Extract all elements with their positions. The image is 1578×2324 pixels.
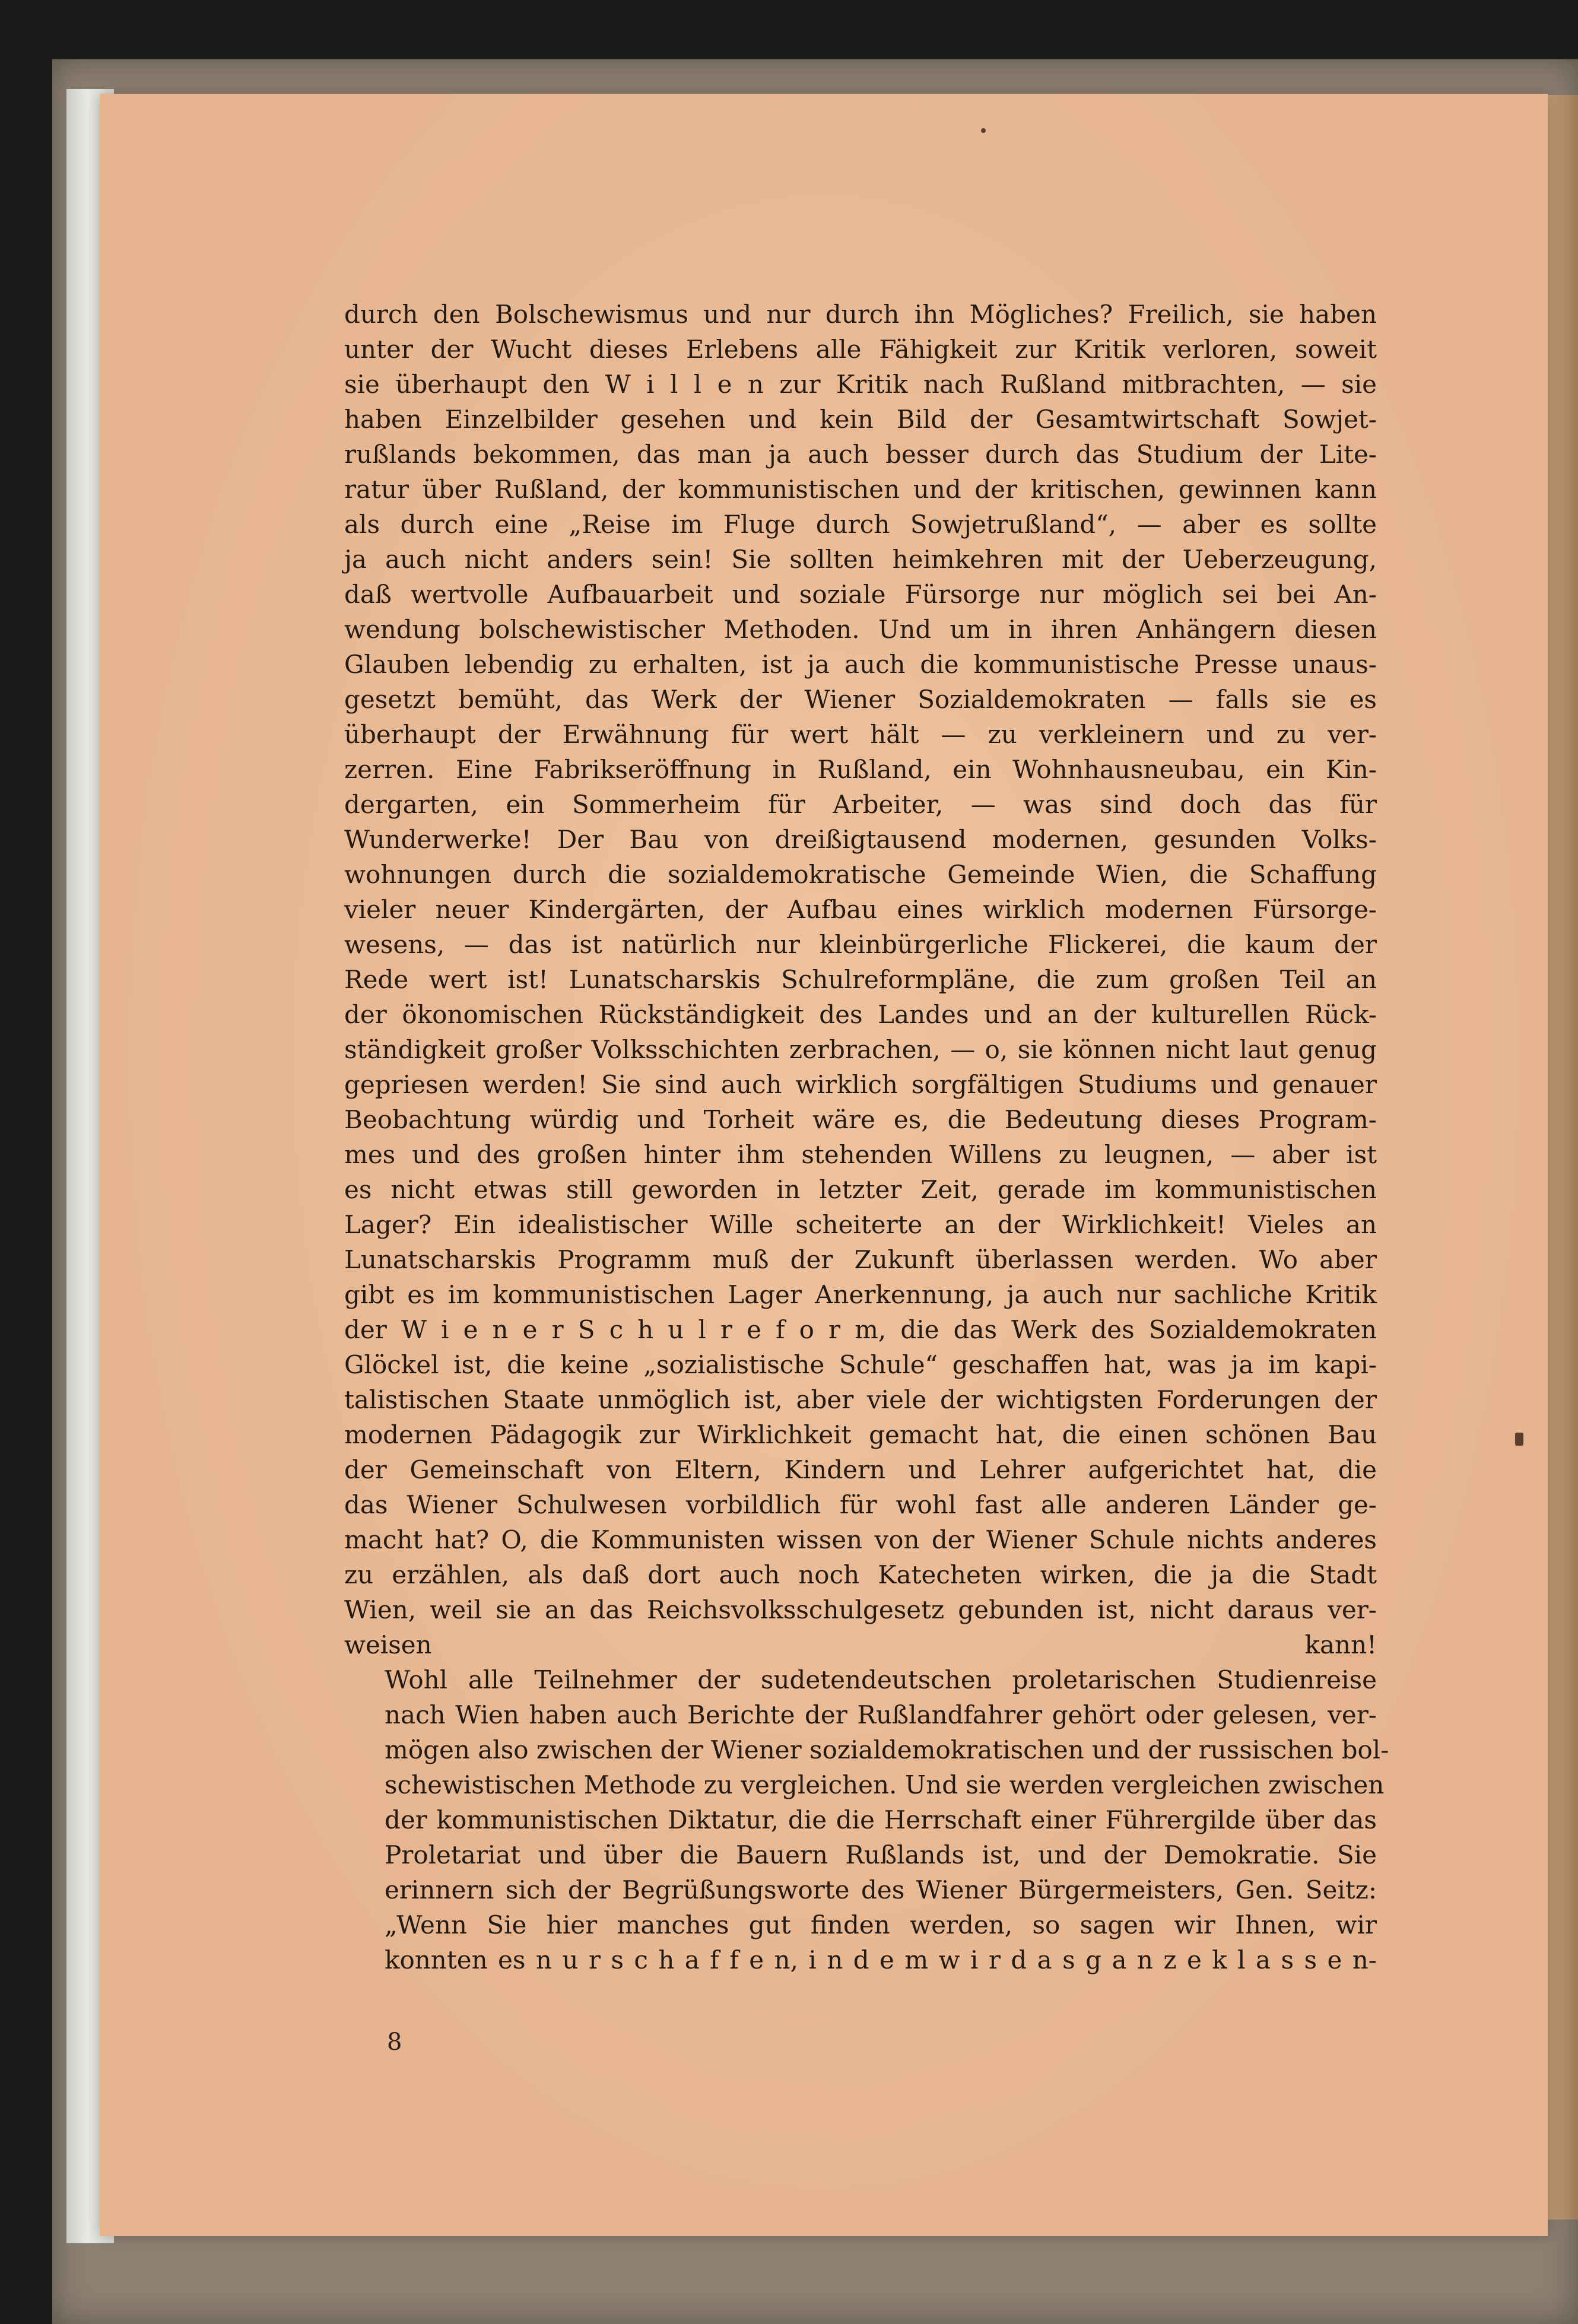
text-line: nach Wien haben auch Berichte der Rußlandfahrer gehört oder gelesen, ver- [385,1700,1377,1729]
text-line: vieler neuer Kindergärten, der Aufbau eines wirklich modernen Fürsorge- [344,895,1377,924]
text-line: talistischen Staate unmöglich ist, aber viele der wichtigsten Forderungen der [344,1385,1377,1414]
text-line: mes und des großen hinter ihm stehenden Willens zu leugnen, — aber ist [344,1140,1377,1169]
text-line: weisen kann! [344,1630,1377,1659]
text-line: ratur über Rußland, der kommunistischen und der kritischen, gewinnen kann [344,475,1377,504]
text-line: dergarten, ein Sommerheim für Arbeiter, — was sind doch das für [344,790,1377,819]
text-line: Glöckel ist, die keine „sozialistische Schule“ geschaffen hat, was ja im kapi- [344,1350,1377,1379]
paper-speck [1515,1433,1523,1446]
text-line: mögen also zwischen der Wiener sozialdemokratischen und der russischen bol- [385,1735,1389,1764]
text-line: Beobachtung würdig und Torheit wäre es, die Bedeutung dieses Program- [344,1105,1377,1134]
text-line: daß wertvolle Aufbauarbeit und soziale Fürsorge nur möglich sei bei An- [344,580,1377,609]
text-line: Lager? Ein idealistischer Wille scheiterte an der Wirklichkeit! Vieles an [344,1210,1377,1239]
text-line: Wohl alle Teilnehmer der sudetendeutschen proletarischen Studienreise [385,1665,1377,1694]
paragraph-3 [344,1907,1377,1977]
paragraph-2 [344,1662,1389,1907]
text-line: erinnern sich der Begrüßungsworte des Wiener Bürgermeisters, Gen. Seitz: [385,1875,1377,1904]
text-line: rußlands bekommen, das man ja auch besser durch das Studium der Lite- [344,440,1377,469]
text-line: zerren. Eine Fabrikseröffnung in Rußland, ein Wohnhausneubau, ein Kin- [344,755,1377,784]
text-line: es nicht etwas still geworden in letzter Zeit, gerade im kommunistischen [344,1175,1377,1204]
text-line: durch den Bolschewismus und nur durch ihn Mögliches? Freilich, sie haben [344,300,1377,329]
text-line: überhaupt der Erwähnung für wert hält — zu verkleinern und zu ver- [344,720,1377,749]
text-line: gesetzt bemüht, das Werk der Wiener Sozialdemokraten — falls sie es [344,685,1377,714]
text-line: Rede wert ist! Lunatscharskis Schulreformpläne, die zum großen Teil an [344,965,1377,994]
paragraph-1 [344,297,1377,1662]
text-line: wesens, — das ist natürlich nur kleinbürgerliche Flickerei, die kaum der [344,930,1377,959]
text-line: der ökonomischen Rückständigkeit des Landes und an der kulturellen Rück- [344,1000,1377,1029]
text-line: ständigkeit großer Volksschichten zerbrachen, — o, sie können nicht laut genug [344,1035,1377,1064]
body-text [344,297,1389,1977]
text-line: als durch eine „Reise im Fluge durch Sowjetrußland“, — aber es sollte [344,510,1377,539]
text-line: unter der Wucht dieses Erlebens alle Fähigkeit zur Kritik verloren, soweit [344,335,1377,364]
text-line: Lunatscharskis Programm muß der Zukunft überlassen werden. Wo aber [344,1245,1377,1274]
text-line: der W i e n e r S c h u l r e f o r m, die das Werk des Sozialdemokraten [344,1315,1377,1344]
text-line: Wunderwerke! Der Bau von dreißigtausend modernen, gesunden Volks- [344,825,1377,854]
text-line: „Wenn Sie hier manches gut finden werden, so sagen wir Ihnen, wir [385,1910,1377,1939]
text-line: das Wiener Schulwesen vorbildlich für wohl fast alle anderen Länder ge- [344,1490,1377,1519]
text-line: wohnungen durch die sozialdemokratische Gemeinde Wien, die Schaffung [344,860,1377,889]
paper-speck [981,128,986,133]
text-line: macht hat? O, die Kommunisten wissen von der Wiener Schule nichts anderes [344,1525,1377,1554]
text-line: ja auch nicht anders sein! Sie sollten heimkehren mit der Ueberzeugung, [344,545,1377,574]
text-line: sie überhaupt den W i l l e n zur Kritik nach Rußland mitbrachten, — sie [344,370,1377,399]
text-line: Proletariat und über die Bauern Rußlands ist, und der Demokratie. Sie [385,1840,1377,1869]
text-line: der Gemeinschaft von Eltern, Kindern und Lehrer aufgerichtet hat, die [344,1455,1377,1484]
text-line: Glauben lebendig zu erhalten, ist ja auch die kommunistische Presse unaus- [344,650,1377,679]
text-line: der kommunistischen Diktatur, die die Herrschaft einer Führergilde über das [385,1805,1377,1834]
text-line: haben Einzelbilder gesehen und kein Bild der Gesamtwirtschaft Sowjet- [344,405,1377,434]
text-line: modernen Pädagogik zur Wirklichkeit gemacht hat, die einen schönen Bau [344,1420,1377,1449]
text-line: Wien, weil sie an das Reichsvolksschulgesetz gebunden ist, nicht daraus ver- [344,1595,1377,1624]
text-line: schewistischen Methode zu vergleichen. Und sie werden vergleichen zwischen [385,1770,1385,1799]
text-line: zu erzählen, als daß dort auch noch Katecheten wirken, die ja die Stadt [344,1560,1377,1589]
cover-right-edge [1544,95,1578,2220]
text-line: gepriesen werden! Sie sind auch wirklich sorgfältigen Studiums und genauer [344,1070,1377,1099]
text-line: wendung bolschewistischer Methoden. Und um in ihren Anhängern diesen [344,615,1377,644]
page-number: 8 [387,2028,402,2056]
text-line: gibt es im kommunistischen Lager Anerkennung, ja auch nur sachliche Kritik [344,1280,1377,1309]
text-line: konnten es n u r s c h a f f e n, i n d e m w i r d a s g a n z e k l a s s e n- [385,1945,1377,1974]
